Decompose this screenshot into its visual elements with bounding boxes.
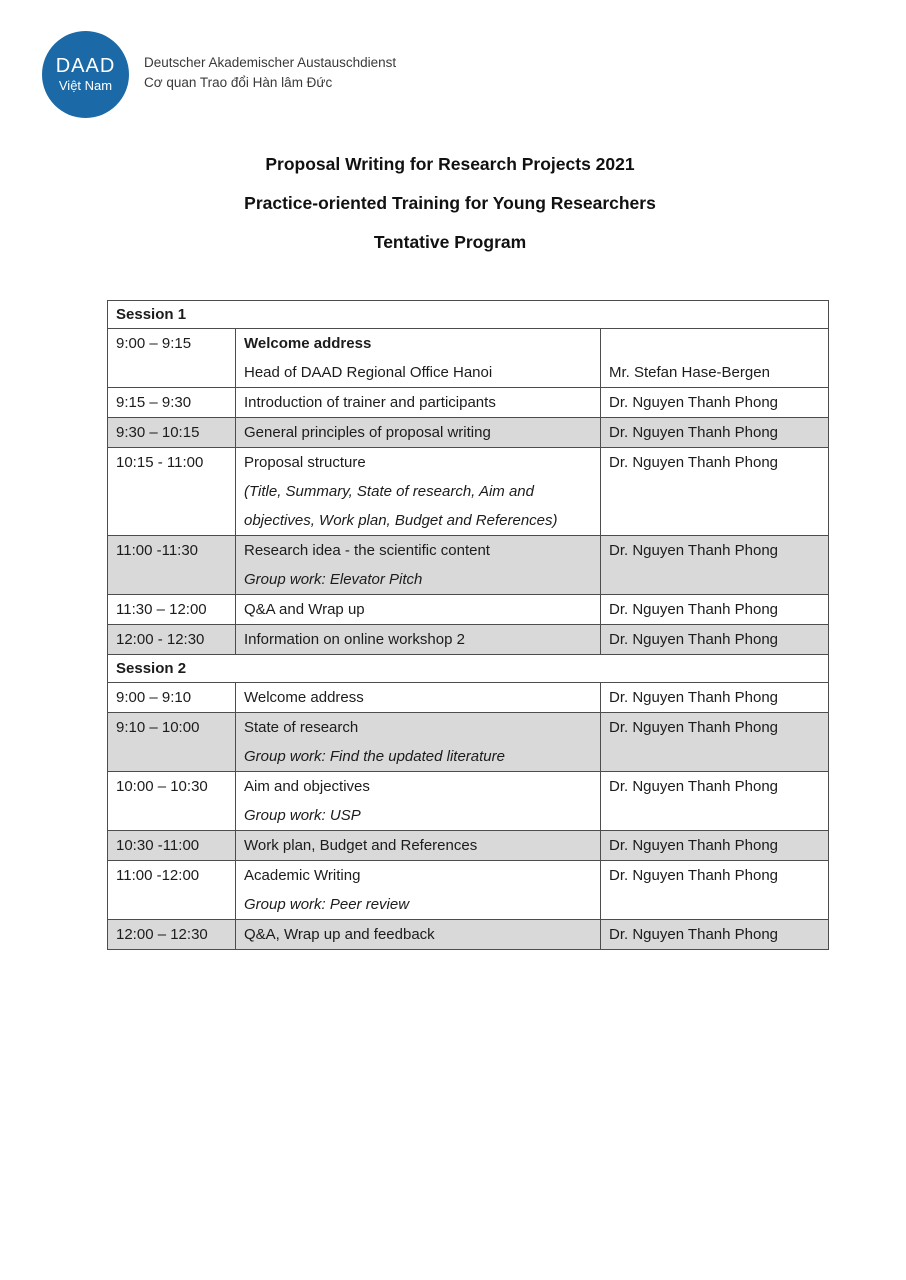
session-header-row [108, 301, 829, 329]
speaker-cell [601, 388, 829, 418]
time-cell [108, 772, 236, 831]
speaker-cell [601, 920, 829, 950]
topic-cell [236, 536, 601, 595]
topic-cell [236, 831, 601, 861]
topic-line: Group work: Elevator Pitch [244, 571, 423, 588]
logo-text-daad: DAAD [55, 55, 116, 77]
topic-line: Information on online workshop 2 [244, 631, 465, 648]
topic-line: Head of DAAD Regional Office Hanoi [244, 364, 493, 381]
speaker-cell [601, 536, 829, 595]
topic-cell [236, 448, 601, 536]
topic-line: Q&A and Wrap up [244, 601, 365, 618]
daad-logo [42, 31, 129, 118]
title-line-2: Practice-oriented Training for Young Researchers [244, 193, 656, 213]
time-cell [108, 683, 236, 713]
time-text: 9:00 – 9:10 [116, 689, 192, 706]
time-text: 10:30 -11:00 [116, 837, 200, 854]
table-row [108, 536, 829, 595]
topic-cell [236, 418, 601, 448]
speaker-cell [601, 329, 829, 388]
topic-line: Welcome address [244, 335, 372, 352]
organization-name [144, 53, 396, 93]
time-text: 12:00 – 12:30 [116, 926, 208, 943]
title-line-1: Proposal Writing for Research Projects 2021 [265, 154, 635, 174]
daad-header [42, 31, 396, 118]
time-cell [108, 861, 236, 920]
topic-line: State of research [244, 719, 359, 736]
speaker-cell [601, 831, 829, 861]
topic-line: Group work: USP [244, 807, 361, 824]
time-text: 9:30 – 10:15 [116, 424, 200, 441]
speaker-cell [601, 683, 829, 713]
time-cell [108, 595, 236, 625]
time-cell [108, 920, 236, 950]
table-row [108, 713, 829, 772]
program-table-body [108, 301, 829, 950]
speaker-cell [601, 595, 829, 625]
speaker-name: Dr. Nguyen Thanh Phong [609, 689, 779, 706]
topic-line: Work plan, Budget and References [244, 837, 478, 854]
time-text: 9:15 – 9:30 [116, 394, 192, 411]
table-row [108, 388, 829, 418]
topic-line: objectives, Work plan, Budget and References) [244, 512, 558, 529]
speaker-cell [601, 448, 829, 536]
topic-line: Q&A, Wrap up and feedback [244, 926, 435, 943]
time-cell [108, 329, 236, 388]
speaker-name: Dr. Nguyen Thanh Phong [609, 542, 779, 559]
table-row [108, 861, 829, 920]
time-cell [108, 536, 236, 595]
speaker-name: Dr. Nguyen Thanh Phong [609, 394, 779, 411]
topic-line: Academic Writing [244, 867, 361, 884]
time-cell [108, 448, 236, 536]
topic-line: (Title, Summary, State of research, Aim and [244, 483, 534, 500]
speaker-name: Dr. Nguyen Thanh Phong [609, 867, 779, 884]
speaker-name: Dr. Nguyen Thanh Phong [609, 778, 779, 795]
topic-cell [236, 595, 601, 625]
document-title-block [0, 145, 900, 262]
speaker-cell [601, 772, 829, 831]
topic-cell [236, 772, 601, 831]
logo-text-vietnam: Việt Nam [58, 78, 113, 93]
table-row [108, 625, 829, 655]
topic-line: Introduction of trainer and participants [244, 394, 496, 411]
speaker-cell [601, 418, 829, 448]
topic-cell [236, 625, 601, 655]
topic-line: Aim and objectives [244, 778, 370, 795]
time-cell [108, 831, 236, 861]
time-cell [108, 388, 236, 418]
speaker-name: Dr. Nguyen Thanh Phong [609, 424, 779, 441]
topic-cell [236, 388, 601, 418]
time-cell [108, 418, 236, 448]
table-row [108, 418, 829, 448]
table-row [108, 772, 829, 831]
time-text: 9:10 – 10:00 [116, 719, 200, 736]
speaker-name: Dr. Nguyen Thanh Phong [609, 631, 779, 648]
topic-line: Group work: Find the updated literature [244, 748, 505, 765]
topic-line: General principles of proposal writing [244, 424, 491, 441]
topic-line: Group work: Peer review [244, 896, 410, 913]
topic-line: Welcome address [244, 689, 364, 706]
org-name-german: Deutscher Akademischer Austauschdienst [144, 55, 397, 70]
time-text: 11:00 -11:30 [116, 542, 199, 559]
speaker-name: Dr. Nguyen Thanh Phong [609, 719, 779, 736]
topic-line: Research idea - the scientific content [244, 542, 490, 559]
topic-cell [236, 920, 601, 950]
speaker-name: Mr. Stefan Hase-Bergen [609, 364, 770, 381]
speaker-cell [601, 861, 829, 920]
session-header-row [108, 655, 829, 683]
topic-line: Proposal structure [244, 454, 366, 471]
time-text: 11:00 -12:00 [116, 867, 200, 884]
speaker-name: Dr. Nguyen Thanh Phong [609, 926, 779, 943]
table-row [108, 329, 829, 388]
time-cell [108, 625, 236, 655]
title-line-3: Tentative Program [373, 232, 527, 252]
speaker-name: Dr. Nguyen Thanh Phong [609, 837, 779, 854]
time-text: 10:00 – 10:30 [116, 778, 208, 795]
time-text: 10:15 - 11:00 [116, 454, 204, 471]
program-table [107, 300, 829, 950]
table-row [108, 831, 829, 861]
time-text: 12:00 - 12:30 [116, 631, 205, 648]
time-text: 9:00 – 9:15 [116, 335, 192, 352]
session-header-cell: Session 2 [108, 655, 829, 683]
topic-cell [236, 329, 601, 388]
speaker-name: Dr. Nguyen Thanh Phong [609, 601, 779, 618]
session-header-cell: Session 1 [108, 301, 829, 329]
topic-cell [236, 713, 601, 772]
topic-cell [236, 861, 601, 920]
table-row [108, 448, 829, 536]
speaker-cell [601, 713, 829, 772]
org-name-vietnamese: Cơ quan Trao đổi Hàn lâm Đức [144, 75, 333, 90]
time-cell [108, 713, 236, 772]
topic-cell [236, 683, 601, 713]
table-row [108, 920, 829, 950]
time-text: 11:30 – 12:00 [116, 601, 207, 618]
table-row [108, 683, 829, 713]
speaker-cell [601, 625, 829, 655]
speaker-name: Dr. Nguyen Thanh Phong [609, 454, 779, 471]
table-row [108, 595, 829, 625]
